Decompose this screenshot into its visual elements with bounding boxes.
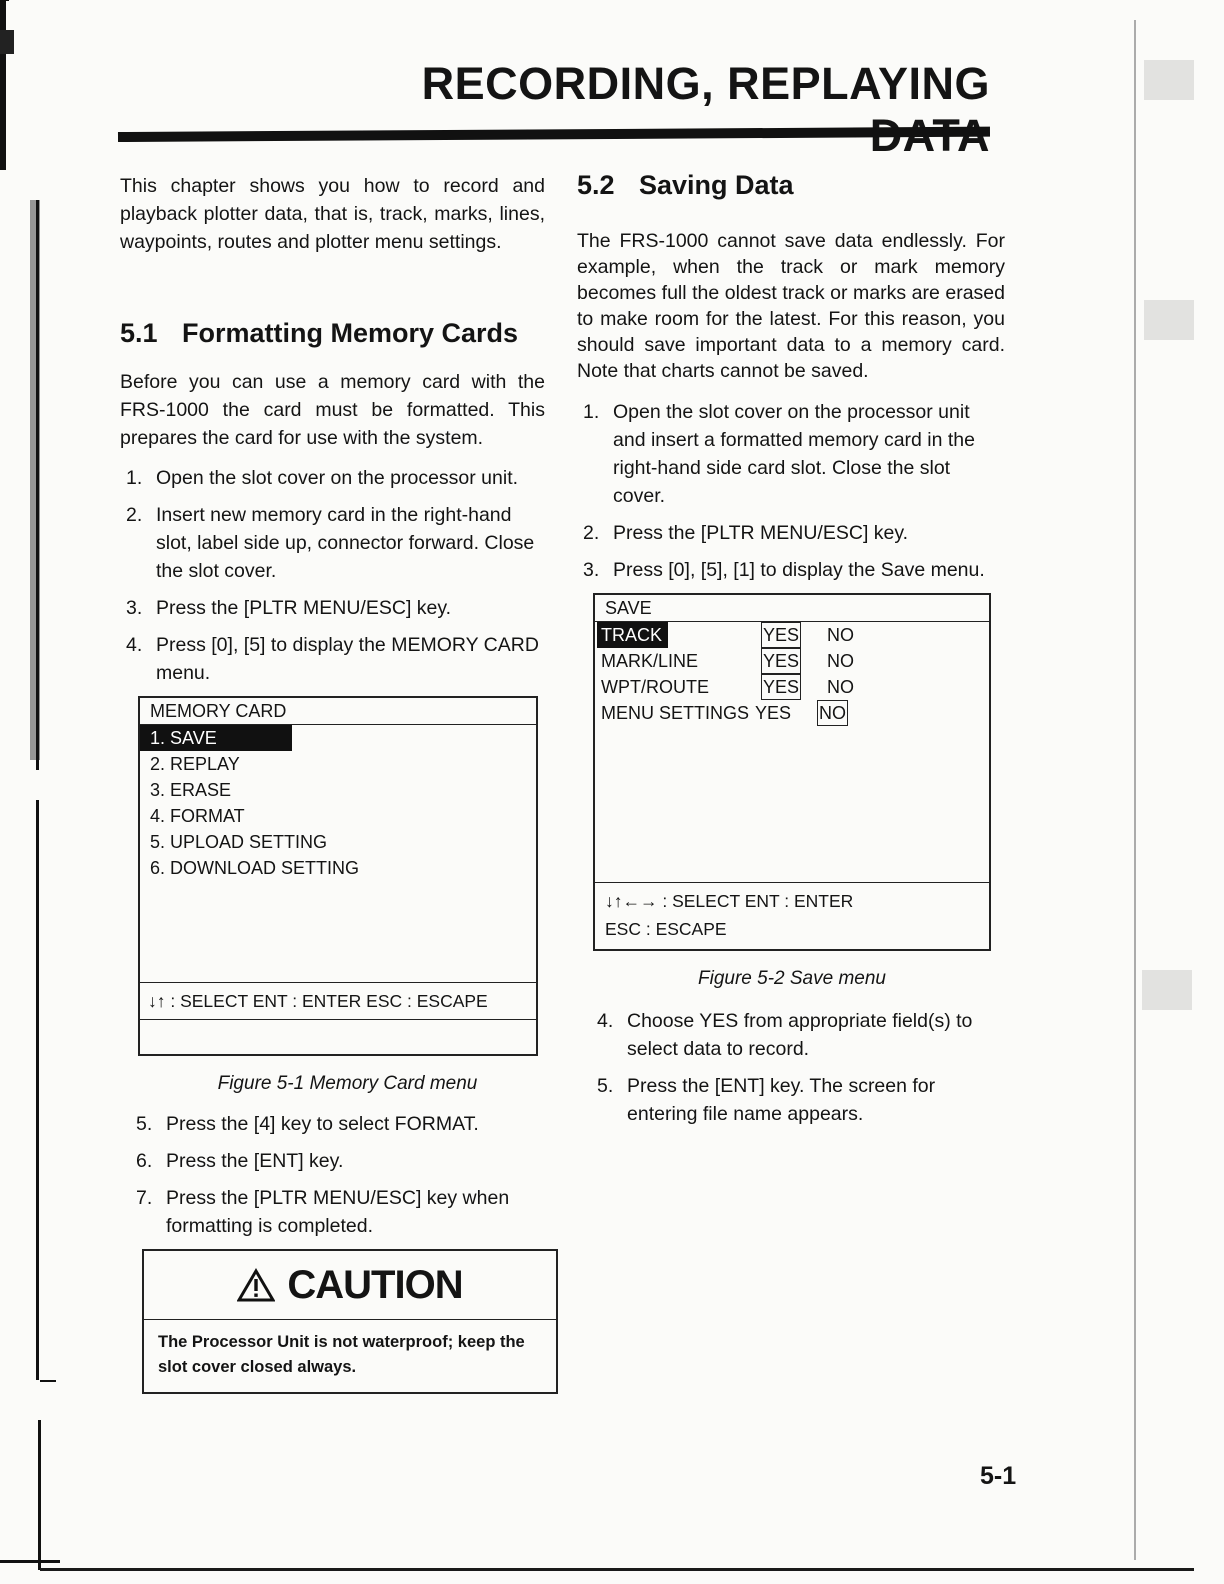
section-intro: The FRS-1000 cannot save data endlessly. For example, when the track or mark memory becomes full the oldest track or marks are erased to make room for the latest. For this reason, you should save important data to a memory card. Note that charts cannot be saved. <box>577 230 1005 382</box>
menu-footer: ↓↑ : SELECT ENT : ENTER ESC : ESCAPE <box>140 982 536 1020</box>
section-heading-5-2 <box>577 168 1005 202</box>
steps-list <box>577 398 1005 584</box>
caution-text: The Processor Unit is not waterproof; keep the slot cover closed always. <box>158 1333 525 1376</box>
step-item: 1. Open the slot cover on the processor unit and insert a formatted memory card in the right-hand side card slot. Close the slot cover. <box>583 401 975 507</box>
menu-item-selected: 1. SAVE <box>140 725 292 751</box>
step-item: 2. Press the [PLTR MENU/ESC] key. <box>583 522 909 544</box>
no-option-selected: NO <box>817 700 848 726</box>
section-number: 5.2 <box>577 170 615 200</box>
figure-caption: Figure 5-2 Save menu <box>698 968 886 989</box>
menu-title: SAVE <box>595 595 989 622</box>
no-option: NO <box>827 651 854 671</box>
yes-option: YES <box>755 703 792 723</box>
save-row-mark-line <box>595 648 989 674</box>
caution-box <box>142 1249 558 1394</box>
yes-option-selected: YES <box>761 622 801 648</box>
menu-title: MEMORY CARD <box>140 698 536 725</box>
memory-card-menu-figure <box>138 696 538 1056</box>
step-item: 5. Press the [ENT] key. The screen for entering file name appears. <box>597 1075 936 1125</box>
section-heading-5-1 <box>120 316 545 350</box>
row-label: MENU SETTINGS <box>601 703 750 723</box>
binding-edge-marks <box>0 0 70 1584</box>
chapter-title: RECORDING, REPLAYING <box>421 58 990 109</box>
yes-option-selected: YES <box>761 674 801 700</box>
row-label: WPT/ROUTE <box>601 677 709 697</box>
row-label: MARK/LINE <box>601 651 699 671</box>
page-number: 5-1 <box>980 1462 1017 1490</box>
menu-item: 3. ERASE <box>150 780 232 800</box>
steps-list <box>120 464 545 687</box>
yes-option-selected: YES <box>761 648 801 674</box>
row-label: TRACK <box>597 622 668 648</box>
steps-list <box>130 1110 545 1240</box>
step-item: 3. Press the [PLTR MENU/ESC] key. <box>126 597 452 619</box>
menu-item: 2. REPLAY <box>150 754 240 774</box>
step-item: 7. Press the [PLTR MENU/ESC] key when formatting is completed. <box>136 1187 510 1237</box>
step-item: 5. Press the [4] key to select FORMAT. <box>136 1113 479 1135</box>
section-title: Saving Data <box>639 170 794 200</box>
save-row-track <box>595 622 989 648</box>
caution-title: CAUTION <box>287 1263 463 1307</box>
step-item: 4. Press [0], [5] to display the MEMORY CARD menu. <box>126 634 539 684</box>
step-item: 2. Insert new memory card in the right-hand slot, label side up, connector forward. Close the slot cover. <box>126 504 535 582</box>
menu-footer <box>595 882 989 949</box>
chapter-intro: This chapter shows you how to record and playback plotter data, that is, track, marks, lines, waypoints, routes and plotter menu settings. <box>120 175 545 253</box>
step-item: 1. Open the slot cover on the processor unit. <box>126 467 519 489</box>
menu-item: 5. UPLOAD SETTING <box>150 832 328 852</box>
steps-list <box>591 1007 1005 1128</box>
right-column <box>577 168 1005 1137</box>
save-row-wpt-route <box>595 674 989 700</box>
step-item: 3. Press [0], [5], [1] to display the Save menu. <box>583 559 985 581</box>
save-menu-figure <box>593 593 991 951</box>
section-intro: Before you can use a memory card with the FRS-1000 the card must be formatted. This prepares the card for use with the system. <box>120 371 545 449</box>
caution-heading <box>144 1251 556 1320</box>
section-number: 5.1 <box>120 318 158 348</box>
step-item: 4. Choose YES from appropriate field(s) to select data to record. <box>597 1010 973 1060</box>
no-option: NO <box>827 625 854 645</box>
left-column <box>120 172 545 1394</box>
no-option: NO <box>827 677 854 697</box>
menu-item: 4. FORMAT <box>150 806 245 826</box>
footer-line: ↓↑←→ : SELECT ENT : ENTER <box>605 891 854 911</box>
bottom-rule <box>40 1568 1194 1571</box>
figure-caption: Figure 5-1 Memory Card menu <box>217 1073 478 1094</box>
section-title: Formatting Memory Cards <box>182 318 519 348</box>
step-item: 6. Press the [ENT] key. <box>136 1150 344 1172</box>
menu-item: 6. DOWNLOAD SETTING <box>150 858 360 878</box>
warning-triangle-icon <box>237 1268 275 1302</box>
page-edge-marks <box>1134 0 1224 1584</box>
save-row-menu-settings <box>595 700 989 726</box>
footer-line: ESC : ESCAPE <box>605 919 727 939</box>
